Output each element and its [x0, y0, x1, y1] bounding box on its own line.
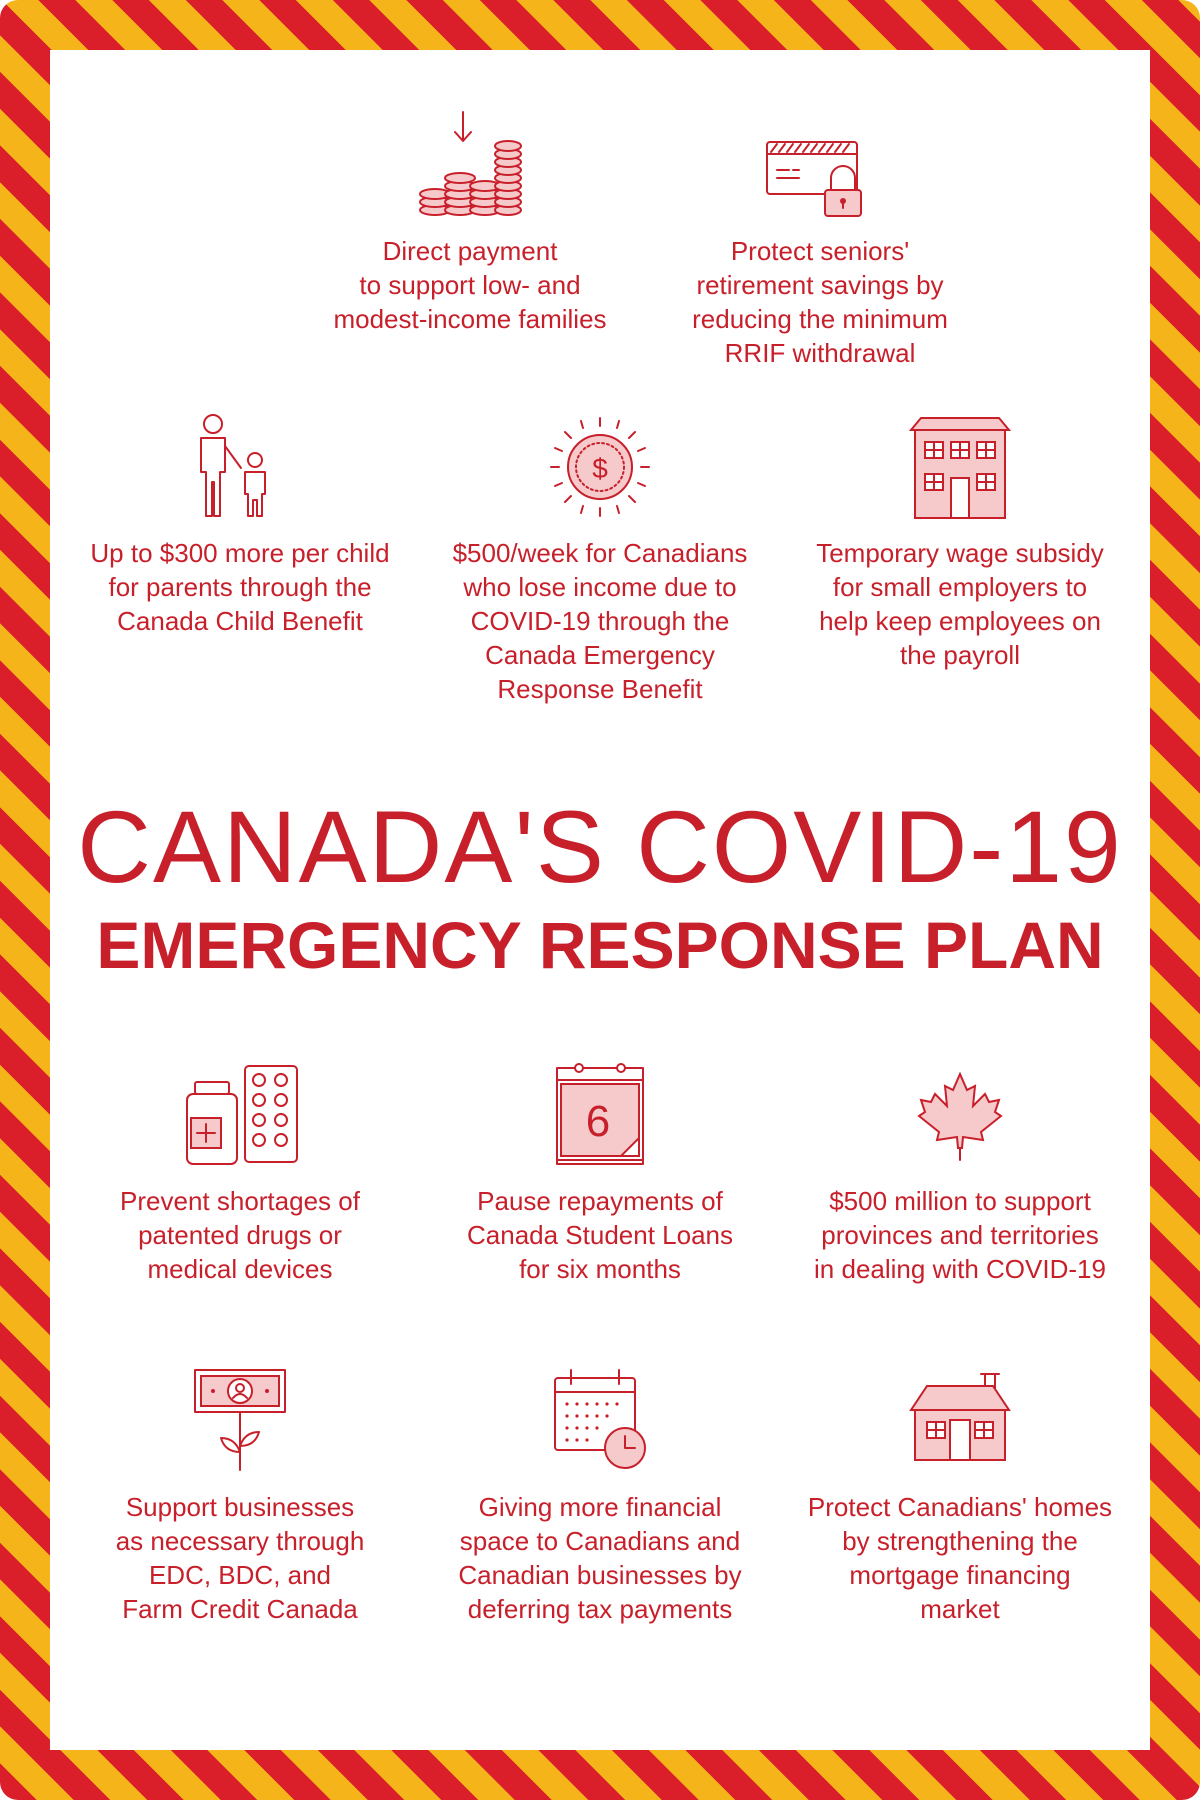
medicine-icon	[70, 1060, 410, 1170]
item-protect-seniors	[650, 110, 990, 370]
item-protect-homes	[790, 1366, 1130, 1626]
item-emergency-benefit	[430, 412, 770, 706]
title-line-1: CANADA'S COVID-19	[77, 790, 1123, 904]
coins-icon	[300, 110, 640, 220]
item-drug-shortages	[70, 1060, 410, 1286]
item-caption: Protect Canadians' homes by strengthening the mortgage financing market	[807, 1492, 1113, 1624]
calendar-six-icon	[430, 1060, 770, 1170]
item-caption: $500/week for Canadians who lose income due to COVID-19 through the Canada Emergency Response Benefit	[452, 538, 748, 704]
item-caption: Temporary wage subsidy for small employers to help keep employees on the payroll	[816, 538, 1104, 670]
item-support-businesses	[70, 1366, 410, 1626]
svg-text:$: $	[592, 453, 608, 484]
item-direct-payment	[300, 110, 640, 336]
item-wage-subsidy	[790, 412, 1130, 672]
dollar-sun-icon	[430, 412, 770, 522]
item-caption: Protect seniors' retirement savings by reducing the minimum RRIF withdrawal	[692, 236, 948, 368]
item-caption: Giving more financial space to Canadians and Canadian businesses by deferring tax payments	[458, 1492, 742, 1624]
office-building-icon	[790, 412, 1130, 522]
calendar-clock-icon	[430, 1366, 770, 1476]
item-provinces-support	[790, 1060, 1130, 1286]
item-student-loans	[430, 1060, 770, 1286]
parent-child-icon	[70, 412, 410, 522]
content-panel	[50, 50, 1150, 1750]
item-caption: Up to $300 more per child for parents through the Canada Child Benefit	[90, 538, 390, 636]
item-defer-taxes	[430, 1366, 770, 1626]
item-caption: Prevent shortages of patented drugs or medical devices	[120, 1186, 360, 1284]
locked-card-icon	[650, 110, 990, 220]
item-caption: Pause repayments of Canada Student Loans for six months	[467, 1186, 733, 1284]
title-line-2: EMERGENCY RESPONSE PLAN	[96, 908, 1104, 982]
item-child-benefit	[70, 412, 410, 638]
money-plant-icon	[70, 1366, 410, 1476]
item-caption: Support businesses as necessary through EDC, BDC, and Farm Credit Canada	[115, 1492, 365, 1624]
item-caption: $500 million to support provinces and territories in dealing with COVID-19	[814, 1186, 1106, 1284]
calendar-number: 6	[585, 1097, 611, 1146]
item-caption: Direct payment to support low- and modest-income families	[333, 236, 607, 334]
maple-leaf-icon	[790, 1060, 1130, 1170]
house-icon	[790, 1366, 1130, 1476]
